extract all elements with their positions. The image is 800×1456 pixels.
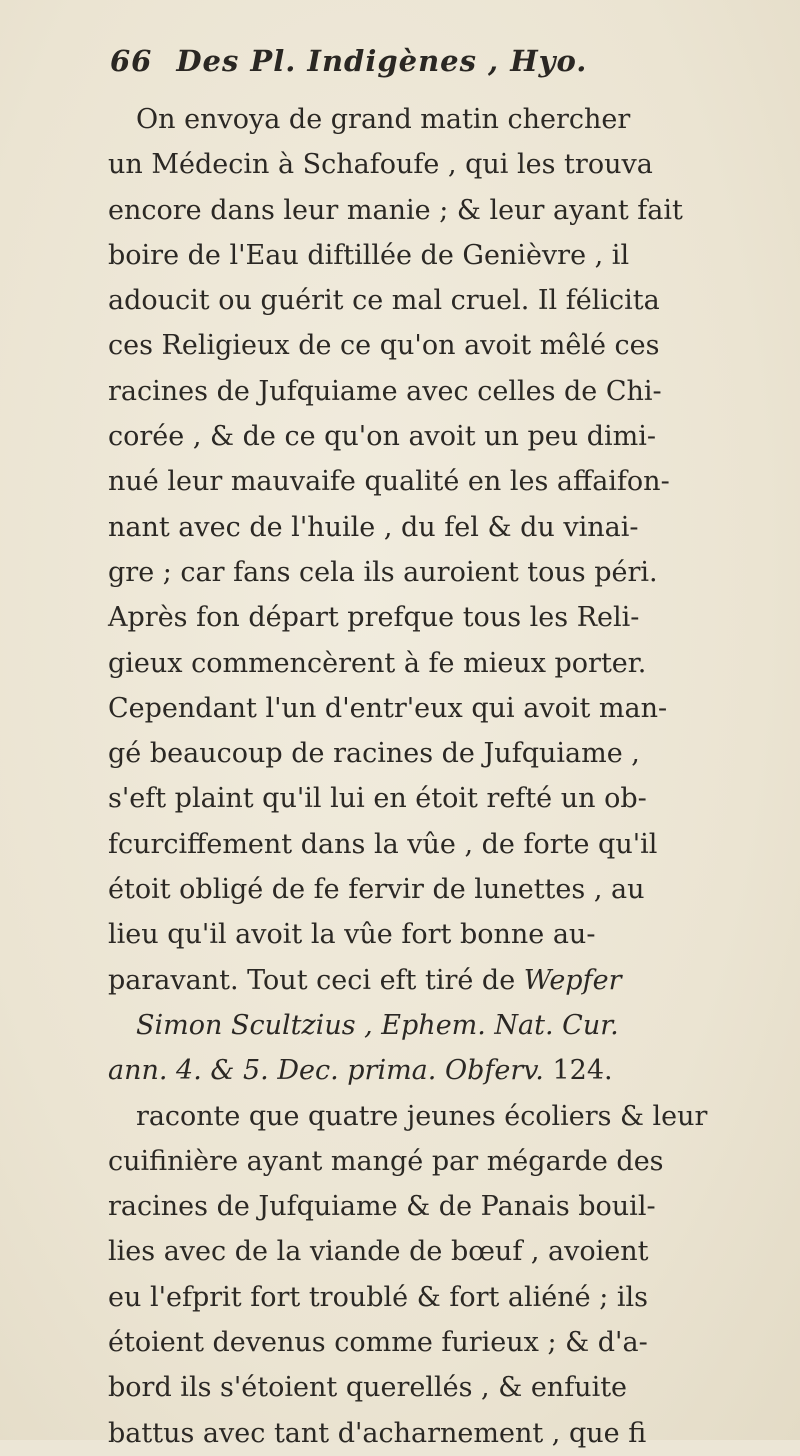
text-line: [108, 1003, 708, 1048]
line-text: gre ; car fans cela ils auroient tous péri.: [108, 556, 658, 588]
text-line: [108, 641, 708, 686]
text-line: [108, 867, 708, 912]
body-text: [108, 97, 708, 1456]
text-line: [108, 1275, 708, 1320]
text-line: [108, 912, 708, 957]
text-line: [108, 505, 708, 550]
line-text: boire de l'Eau diftillée de Genièvre , il: [108, 239, 630, 271]
text-line: [108, 1048, 708, 1093]
line-text: raconte que quatre jeunes écoliers & leur: [135, 1100, 708, 1132]
line-text: un Médecin à Schafoufe , qui les trouva: [108, 149, 653, 181]
line-text: lieu qu'il avoit la vûe fort bonne au-: [108, 919, 596, 951]
line-text: 124.: [543, 1055, 613, 1087]
text-line: [108, 459, 708, 504]
line-text: gieux commencèrent à fe mieux porter.: [108, 647, 647, 679]
text-line: [108, 414, 708, 459]
text-line: [108, 731, 708, 776]
page-number: 66: [110, 44, 153, 78]
line-text: étoient devenus comme furieux ; & d'a-: [108, 1327, 648, 1359]
text-line: [108, 958, 708, 1003]
text-line: [108, 822, 708, 867]
line-text: eu l'efprit fort troublé & fort aliéné ; ils: [108, 1281, 649, 1313]
line-text: paravant. Tout ceci eft tiré de: [108, 964, 524, 996]
line-text: étoit obligé de fe fervir de lunettes , au: [108, 874, 645, 906]
text-line: [108, 1229, 708, 1274]
text-line: [108, 776, 708, 821]
line-text: racines de Jufquiame & de Panais bouil-: [108, 1191, 656, 1223]
line-text: ces Religieux de ce qu'on avoit mêlé ces: [108, 330, 660, 362]
line-text: fcurciffement dans la vûe , de forte qu'il: [108, 828, 658, 860]
text-line: [108, 1411, 708, 1456]
line-text: s'eft plaint qu'il lui en étoit refté un ob-: [108, 783, 647, 815]
text-line: [108, 1184, 708, 1229]
line-text: bord ils s'étoient querellés , & enfuite: [108, 1372, 628, 1404]
text-line: [108, 233, 708, 278]
line-text: corée , & de ce qu'on avoit un peu dimi-: [108, 421, 657, 453]
line-text: nant avec de l'huile , du fel & du vinai-: [108, 511, 639, 543]
text-line: [108, 97, 708, 142]
text-line: [108, 1320, 708, 1365]
line-text: racines de Jufquiame avec celles de Chi-: [108, 375, 662, 407]
line-text: On envoya de grand matin chercher: [136, 104, 631, 135]
text-line: [108, 278, 708, 323]
text-line: [108, 369, 708, 414]
text-line: [108, 686, 708, 731]
running-title: Des Pl. Indigènes , Hyo.: [176, 44, 588, 78]
running-header: [110, 44, 750, 92]
citation-text: Simon Scultzius , Ephem. Nat. Cur.: [136, 1009, 619, 1041]
line-text: encore dans leur manie ; & leur ayant fait: [108, 194, 683, 226]
line-text: adoucit ou guérit ce mal cruel. Il félicita: [108, 285, 660, 317]
text-line: [108, 142, 708, 187]
text-line: [108, 1139, 708, 1184]
line-text: lies avec de la viande de bœuf , avoient: [108, 1236, 649, 1268]
line-text: nué leur mauvaife qualité en les affaifon-: [108, 466, 670, 498]
line-text: gé beaucoup de racines de Jufquiame ,: [108, 738, 640, 770]
text-line: [108, 550, 708, 595]
line-text: cuifinière ayant mangé par mégarde des: [108, 1145, 664, 1177]
line-text: Après fon départ prefque tous les Reli-: [108, 602, 640, 634]
text-line: [108, 595, 708, 640]
line-text: battus avec tant d'acharnement , que fi: [108, 1417, 647, 1449]
text-line: [108, 188, 708, 233]
text-line: [108, 1365, 708, 1410]
text-line: [108, 1094, 707, 1139]
text-line: [108, 323, 708, 368]
citation-text: Wepfer: [523, 964, 622, 996]
citation-text: ann. 4. & 5. Dec. prima. Obferv.: [108, 1055, 544, 1087]
line-text: Cependant l'un d'entr'eux qui avoit man-: [108, 692, 668, 724]
